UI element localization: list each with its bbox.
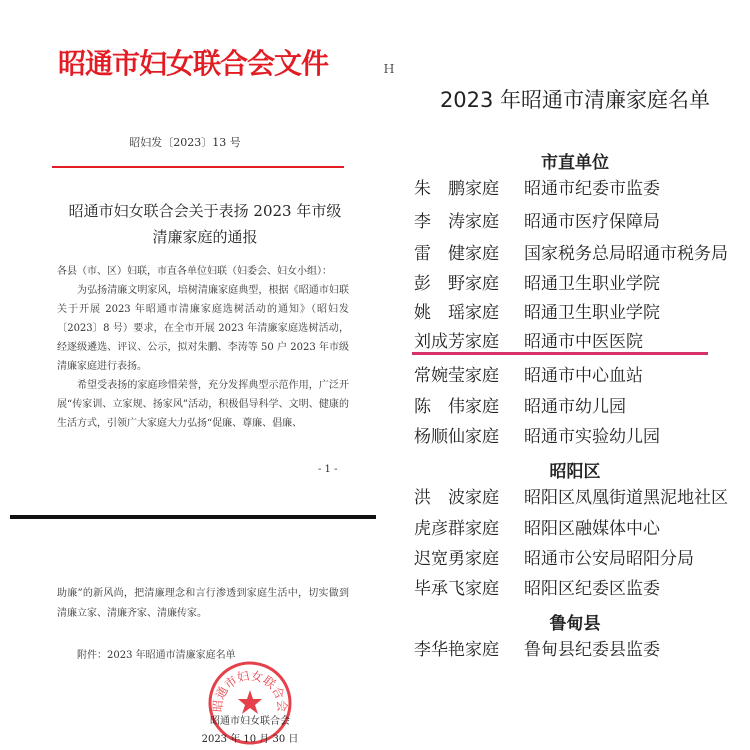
family-organization: 昭通卫生职业学院 [524,303,660,323]
family-name: 雷 健家庭 [414,244,499,264]
family-name: 洪 波家庭 [414,488,499,508]
family-name: 李 涛家庭 [414,212,499,232]
family-organization: 昭阳区纪委区监委 [524,579,660,599]
family-organization: 昭通市幼儿园 [524,397,626,417]
salutation: 各县（市、区）妇联，市直各单位妇联（妇委会、妇女小组）： [57,266,332,277]
family-organization: 昭阳区融媒体中心 [524,519,660,539]
notice-body [57,262,349,433]
family-organization: 昭通市中心血站 [524,366,643,386]
stray-mark: Ｈ [383,62,396,76]
seal-text: 昭通市妇女联合会 [210,668,290,713]
signing-organization: 昭通市妇女联合会 [210,716,290,727]
family-organization: 鲁甸县纪委县监委 [524,640,660,660]
section-heading-ludian: 鲁甸县 [549,614,601,634]
family-organization: 昭通市中医医院 [524,332,643,352]
family-name: 常婉莹家庭 [414,366,499,386]
seal-star-icon [238,690,262,714]
section-heading-city-units: 市直单位 [541,153,609,173]
family-name: 彭 野家庭 [414,274,499,294]
notice-title-line-1: 昭通市妇女联合会关于表扬 2023 年市级 [68,202,342,220]
family-name: 杨顺仙家庭 [414,427,499,447]
body-paragraph-2: 希望受表扬的家庭珍惜荣誉，充分发挥典型示范作用，广泛开展“传家训、立家规、扬家风”活动，积极倡导科学、文明、健康的生活方式，引领广大家庭大力弘扬“促廉、尊廉、倡廉、 [57,380,349,429]
family-name: 迟宽勇家庭 [414,549,499,569]
family-name: 陈 伟家庭 [414,397,499,417]
attachment-note: 附件：2023 年昭通市清廉家庭名单 [77,650,236,661]
section-heading-zhaoyang: 昭阳区 [549,462,601,482]
family-name: 毕承飞家庭 [414,579,499,599]
family-name: 虎彦群家庭 [414,519,499,539]
family-name: 姚 瑶家庭 [414,303,499,323]
continuation-text [57,584,349,624]
family-organization: 昭通市实验幼儿园 [524,427,660,447]
list-title: 2023 年昭通市清廉家庭名单 [439,88,711,112]
family-organization: 国家税务总局昭通市税务局 [524,244,728,264]
notice-title-line-2: 清廉家庭的通报 [152,228,258,246]
body-paragraph-1: 为弘扬清廉文明家风，培树清廉家庭典型，根据《昭通市妇联关于开展 2023 年昭通市清廉家庭选树活动的通知》（昭妇发〔2023〕8 号）要求，在全市开展 2023 年清廉家庭选树活动，经逐级遴选、评议、公示，拟对朱鹏、李涛等 50 户 2023 年市级清廉家庭进行表扬。 [57,285,349,372]
family-name: 刘成芳家庭 [414,332,499,352]
family-organization: 昭通市医疗保障局 [524,212,660,232]
page-number: - 1 - [318,464,338,475]
document-header-title: 昭通市妇女联合会文件 [58,47,329,80]
family-organization: 昭阳区凤凰街道黑泥地社区 [524,488,728,508]
continuation-paragraph: 助廉”的新风尚，把清廉理念和言行渗透到家庭生活中，切实做到清廉立家、清廉齐家、清廉传家。 [57,588,349,619]
family-name: 朱 鹏家庭 [414,179,499,199]
family-organization: 昭通市纪委市监委 [524,179,660,199]
document-number: 昭妇发〔2023〕13 号 [129,136,241,149]
family-organization: 昭通市公安局昭阳分局 [524,549,694,569]
family-organization: 昭通卫生职业学院 [524,274,660,294]
signing-date: 2023 年 10 月 30 日 [201,734,299,745]
highlight-underline [412,352,708,355]
family-name: 李华艳家庭 [414,640,499,660]
page-break-divider [10,515,376,519]
red-divider [52,166,344,168]
notice-title [40,198,370,250]
